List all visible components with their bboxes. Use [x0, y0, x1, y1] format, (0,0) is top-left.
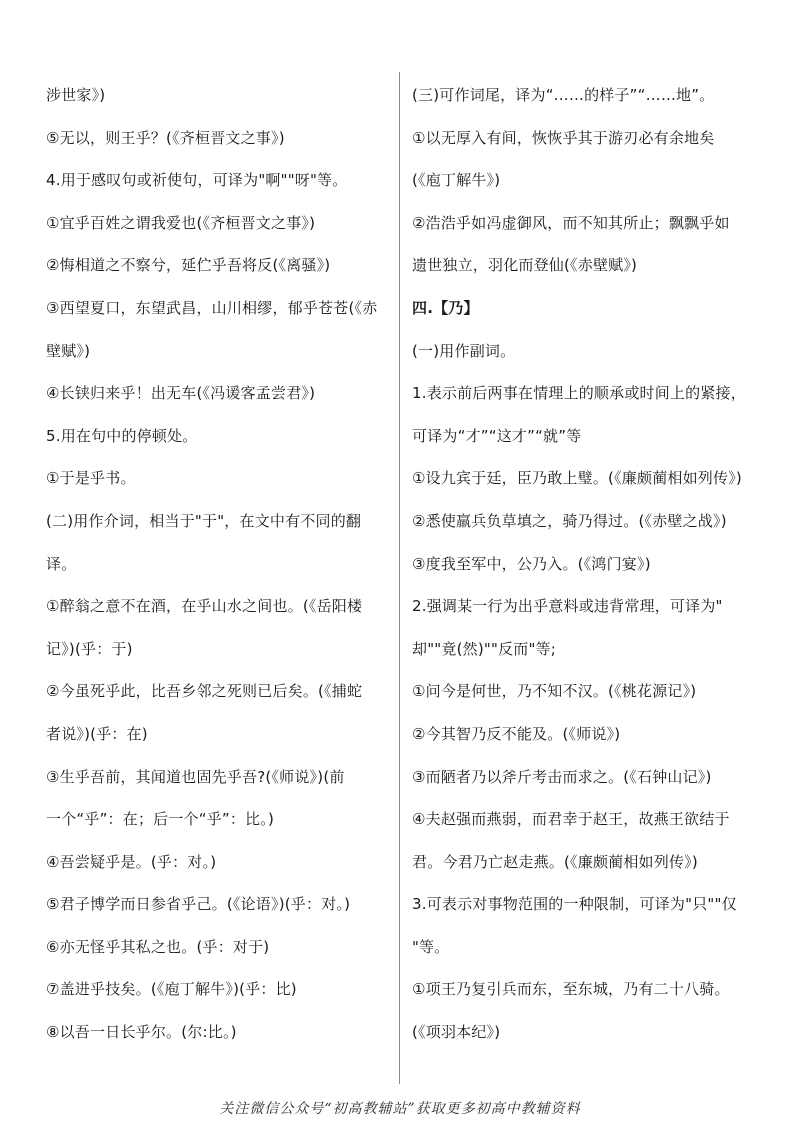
text-line: ⑤君子博学而日参省乎己。(《论语》)(乎：对。): [46, 895, 351, 914]
text-line: ①醉翁之意不在酒，在乎山水之间也。(《岳阳楼: [46, 597, 363, 616]
text-line: ①以无厚入有间，恢恢乎其于游刃必有余地矣: [412, 128, 715, 147]
text-line: ⑦盖进乎技矣。(《庖丁解牛》)(乎：比): [46, 980, 297, 999]
text-line: (二)用作介词，相当于"于"，在文中有不同的翻: [46, 511, 362, 530]
text-line: 者说》)(乎：在): [46, 724, 148, 743]
text-line: (一)用作副词。: [412, 341, 516, 360]
text-line: 5.用在句中的停顿处。: [46, 426, 198, 445]
text-line: ①设九宾于廷，臣乃敢上璧。(《廉颇蔺相如列传》): [412, 469, 742, 488]
text-line: ③生乎吾前，其闻道也固先乎吾?(《师说》)(前: [46, 767, 345, 786]
text-line: ③度我至军中，公乃入。(《鸿门宴》): [412, 554, 651, 573]
text-line: ①宜乎百姓之谓我爱也(《齐桓晋文之事》): [46, 213, 316, 232]
text-line: 却""竟(然)""反而"等;: [412, 639, 557, 658]
text-line: 记》)(乎：于): [46, 639, 133, 658]
text-line: ②悔相道之不察兮，延伫乎吾将反(《离骚》): [46, 256, 331, 275]
text-line: 涉世家》): [46, 86, 106, 104]
right-column: [412, 74, 767, 1054]
text-line: ①项王乃复引兵而东，至东城，乃有二十八骑。: [412, 980, 730, 999]
text-line: ①问今是何世，乃不知不汉。(《桃花源记》): [412, 682, 697, 701]
text-line: ④吾尝疑乎是。(乎：对。): [46, 852, 217, 871]
text-line: ②今虽死乎此，比吾乡邻之死则已后矣。(《捕蛇: [46, 682, 363, 701]
text-line: ⑥亦无怪乎其私之也。(乎：对于): [46, 937, 270, 956]
text-line: 4.用于感叹句或祈使句，可译为"啊""呀"等。: [46, 171, 348, 190]
text-line: 3.可表示对事物范围的一种限制，可译为"只""仅: [412, 895, 737, 914]
text-line: ②悉使羸兵负草填之，骑乃得过。(《赤壁之战》): [412, 511, 727, 530]
text-line: 1.表示前后两事在情理上的顺承或时间上的紧接，: [412, 384, 746, 403]
text-line: ⑧以吾一日长乎尔。(尔:比。): [46, 1023, 237, 1042]
text-line: ⑤无以，则王乎？(《齐桓晋文之事》): [46, 128, 285, 147]
section-heading: 四.【乃】: [412, 298, 479, 317]
text-line: (《项羽本纪》): [412, 1023, 501, 1042]
page-footer: 关注微信公众号“初高教辅站”获取更多初高中教辅资料: [219, 1101, 581, 1117]
text-line: ③而陋者乃以斧斤考击而求之。(《石钟山记》): [412, 767, 712, 786]
text-line: 可译为“才”“这才”“就”等: [412, 426, 582, 445]
text-line: ③西望夏口，东望武昌，山川相缪，郁乎苍苍(《赤: [46, 298, 378, 317]
text-line: 一个“乎”：在；后一个“乎”：比。): [46, 810, 275, 829]
text-line: "等。: [412, 937, 450, 956]
text-line: 壁赋》): [46, 341, 91, 360]
text-line: 译。: [46, 554, 77, 573]
text-line: (三)可作词尾，译为“……的样子”“……地”。: [412, 86, 715, 104]
text-line: ④长铗归来乎！出无车(《冯谖客孟尝君》): [46, 384, 316, 403]
text-line: ②浩浩乎如冯虚御风，而不知其所止；飘飘乎如: [412, 213, 730, 232]
text-line: (《庖丁解牛》): [412, 171, 501, 190]
text-line: 遗世独立，羽化而登仙(《赤壁赋》): [412, 256, 638, 275]
text-line: ④夫赵强而燕弱，而君幸于赵王，故燕王欲结于: [412, 810, 730, 829]
left-column: [46, 74, 401, 1054]
text-line: ②今其智乃反不能及。(《师说》): [412, 724, 621, 743]
text-line: 君。今君乃亡赵走燕。(《廉颇蔺相如列传》): [412, 852, 698, 871]
text-line: ①于是乎书。: [46, 469, 136, 488]
text-line: 2.强调某一行为出乎意料或违背常理，可译为": [412, 597, 723, 616]
column-divider: [399, 72, 400, 1084]
